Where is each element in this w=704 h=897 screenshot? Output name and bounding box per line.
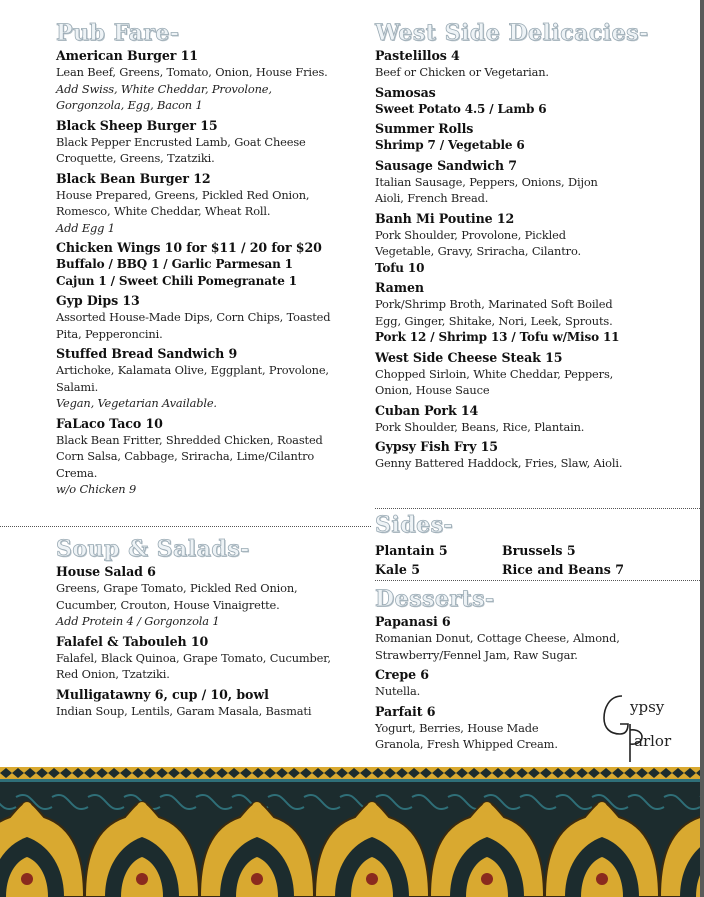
item-description: Pork/Shrimp Broth, Marinated Soft Boiled xyxy=(375,297,613,311)
item-description: Romanian Donut, Cottage Cheese, Almond, xyxy=(375,631,620,645)
item-name: House Salad 6 xyxy=(56,564,156,579)
item-description: Black Pepper Encrusted Lamb, Goat Cheese xyxy=(56,134,306,149)
item-description: Egg, Ginger, Shitake, Nori, Leek, Sprouts. xyxy=(375,313,613,328)
item-price-options: Cajun 1 / Sweet Chili Pomegranate 1 xyxy=(56,273,297,288)
item-name: Chicken Wings 10 for $11 / 20 for $20 xyxy=(56,240,322,255)
sides-divider-bottom xyxy=(375,580,704,581)
item-description: Pita, Pepperoncini. xyxy=(56,326,163,341)
item-name: West Side Cheese Steak 15 xyxy=(375,349,563,365)
item-addon: Vegan, Vegetarian Available. xyxy=(56,396,217,410)
item-description: Pork Shoulder, Beans, Rice, Plantain. xyxy=(375,419,585,434)
item-addon: w/o Chicken 9 xyxy=(56,482,137,496)
item-description: Beef or Chicken or Vegetarian. xyxy=(375,65,549,79)
soup-salads-title: Soup & Salads- xyxy=(56,536,250,562)
menu-item xyxy=(56,118,371,167)
right-column xyxy=(375,18,675,476)
item-name: Pastelillos 4 xyxy=(375,48,460,63)
item-name: Stuffed Bread Sandwich 9 xyxy=(56,346,238,361)
menu-item xyxy=(375,48,675,81)
item-description: Strawberry/Fennel Jam, Raw Sugar. xyxy=(375,647,578,662)
item-description: Assorted House-Made Dips, Corn Chips, Toasted xyxy=(56,310,331,324)
menu-item xyxy=(56,687,371,720)
item-description: Nutella. xyxy=(375,684,421,698)
item-description: Granola, Fresh Whipped Cream. xyxy=(375,737,558,751)
menu-item xyxy=(375,350,675,399)
item-name: Summer Rolls xyxy=(375,121,474,136)
item-description: Salami. xyxy=(56,379,99,394)
menu-item xyxy=(56,634,371,683)
menu-item xyxy=(375,158,675,207)
pub-fare-title: Pub Fare- xyxy=(56,20,180,46)
item-addon: Gorgonzola, Egg, Bacon 1 xyxy=(56,98,203,112)
left-column xyxy=(56,18,371,502)
item-description: Falafel, Black Quinoa, Grape Tomato, Cucumber, xyxy=(56,650,331,665)
item-name: Gypsy Fish Fry 15 xyxy=(375,439,498,454)
item-description: House Prepared, Greens, Pickled Red Onion, xyxy=(56,187,310,202)
item-name: American Burger 11 xyxy=(56,48,198,63)
side-item: Kale 5 xyxy=(375,562,421,577)
item-description: Cucumber, Crouton, House Vinaigrette. xyxy=(56,597,280,612)
desserts-title: Desserts- xyxy=(375,586,495,612)
menu-item xyxy=(375,439,675,472)
item-name: Black Sheep Burger 15 xyxy=(56,117,218,133)
item-name: Sausage Sandwich 7 xyxy=(375,157,517,173)
menu-item xyxy=(56,564,371,630)
item-description: Yogurt, Berries, House Made xyxy=(375,720,539,735)
left-divider xyxy=(0,526,371,527)
sides-title: Sides- xyxy=(375,512,454,538)
menu-item xyxy=(56,48,371,114)
item-name: Gyp Dips 13 xyxy=(56,293,140,308)
item-addon: Add Protein 4 / Gorgonzola 1 xyxy=(56,614,220,628)
item-name: Banh Mi Poutine 12 xyxy=(375,210,515,226)
sides-section xyxy=(375,510,675,578)
item-description: Indian Soup, Lentils, Garam Masala, Basmati xyxy=(56,703,312,718)
item-description: Croquette, Greens, Tzatziki. xyxy=(56,151,215,165)
item-price-options: Pork 12 / Shrimp 13 / Tofu w/Miso 11 xyxy=(375,330,620,344)
item-description: Vegetable, Gravy, Sriracha, Cilantro. xyxy=(375,244,581,258)
item-name: Mulligatawny 6, cup / 10, bowl xyxy=(56,686,269,702)
item-description: Red Onion, Tzatziki. xyxy=(56,667,170,681)
item-name: Black Bean Burger 12 xyxy=(56,170,211,186)
item-addon: Add Swiss, White Cheddar, Provolone, xyxy=(56,81,272,96)
item-name: Parfait 6 xyxy=(375,703,436,719)
side-item: Brussels 5 xyxy=(502,543,576,558)
item-price-options: Shrimp 7 / Vegetable 6 xyxy=(375,138,525,152)
logo-line1: ypsy xyxy=(630,698,665,716)
item-description: Crema. xyxy=(56,465,98,480)
item-name: FaLaco Taco 10 xyxy=(56,415,163,431)
item-name: Crepe 6 xyxy=(375,667,429,682)
item-description: Onion, House Sauce xyxy=(375,383,490,397)
item-description: Artichoke, Kalamata Olive, Eggplant, Provolone, xyxy=(56,363,329,377)
menu-item xyxy=(56,416,371,498)
item-name: Cuban Pork 14 xyxy=(375,402,479,418)
item-addon: Add Egg 1 xyxy=(56,220,115,235)
item-name: Ramen xyxy=(375,280,424,295)
menu-item xyxy=(375,121,675,154)
sides-divider-top xyxy=(375,508,704,509)
item-price-options: Sweet Potato 4.5 / Lamb 6 xyxy=(375,101,547,116)
menu-item xyxy=(375,614,675,663)
item-description: Corn Salsa, Cabbage, Sriracha, Lime/Cilantro xyxy=(56,449,315,463)
menu-item xyxy=(56,171,371,237)
menu-item xyxy=(375,85,675,118)
menu-item xyxy=(56,293,371,342)
item-description: Chopped Sirloin, White Cheddar, Peppers, xyxy=(375,366,614,381)
west-side-title: West Side Delicacies- xyxy=(375,20,649,46)
logo-line2: arlor xyxy=(634,732,672,750)
item-description: Romesco, White Cheddar, Wheat Roll. xyxy=(56,204,271,218)
item-description: Genny Battered Haddock, Fries, Slaw, Aioli. xyxy=(375,456,623,470)
item-description: Black Bean Fritter, Shredded Chicken, Roasted xyxy=(56,432,323,447)
item-name: Samosas xyxy=(375,84,436,100)
gypsy-parlor-logo xyxy=(600,690,676,764)
item-name: Papanasi 6 xyxy=(375,614,451,629)
soup-column xyxy=(56,534,371,723)
menu-item xyxy=(375,403,675,436)
item-description: Greens, Grape Tomato, Pickled Red Onion, xyxy=(56,581,298,595)
sides-grid xyxy=(375,542,675,578)
item-price-options: Buffalo / BBQ 1 / Garlic Parmesan 1 xyxy=(56,257,293,271)
page-edge-shadow xyxy=(700,0,704,897)
item-description: Aioli, French Bread. xyxy=(375,191,489,205)
item-name: Falafel & Tabouleh 10 xyxy=(56,633,209,649)
item-price-options: Tofu 10 xyxy=(375,260,425,275)
menu-item xyxy=(56,346,371,412)
side-item: Plantain 5 xyxy=(375,543,448,558)
side-item: Rice and Beans 7 xyxy=(502,562,625,577)
menu-item xyxy=(375,211,675,277)
menu-item xyxy=(375,280,675,346)
item-description: Pork Shoulder, Provolone, Pickled xyxy=(375,227,566,242)
item-description: Lean Beef, Greens, Tomato, Onion, House Fries. xyxy=(56,65,328,79)
item-description: Italian Sausage, Peppers, Onions, Dijon xyxy=(375,174,598,189)
decorative-border xyxy=(0,767,704,897)
menu-item xyxy=(56,240,371,289)
